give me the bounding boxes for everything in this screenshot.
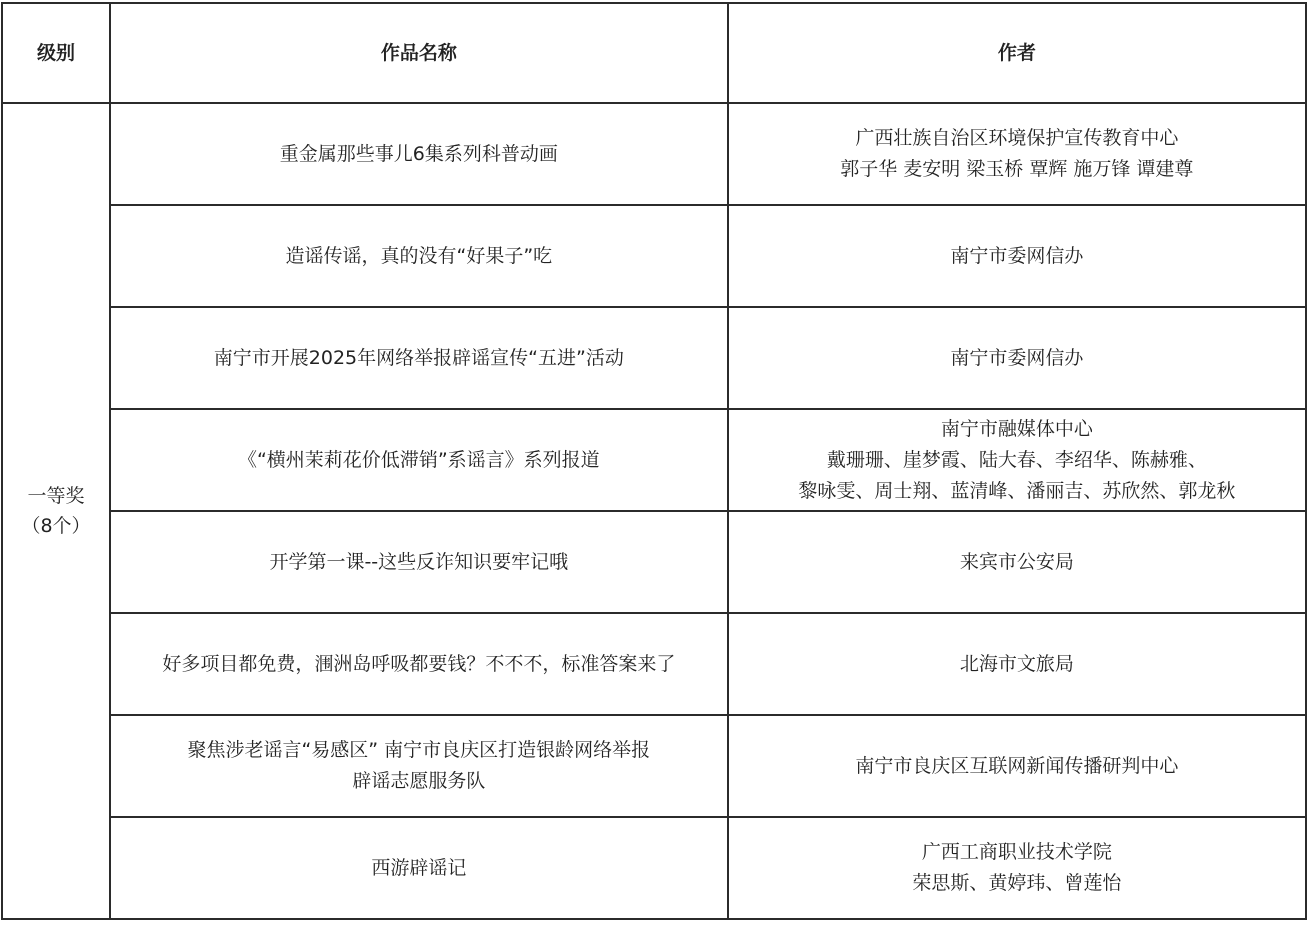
author-cell [728,205,1306,307]
award-level-count: （8个） [21,515,91,537]
work-title-cell [110,511,728,613]
table-row [2,613,1306,715]
author-cell [728,817,1306,919]
author-line: 广西工商职业技术学院 [921,841,1112,863]
work-title-cell [110,409,728,511]
work-title-line: 造谣传谣，真的没有“好果子”吃 [285,244,553,267]
author-line: 广西壮族自治区环境保护宣传教育中心 [855,127,1179,149]
author-line: 黎咏雯、周士翔、蓝清峰、潘丽吉、苏欣然、郭龙秋 [798,479,1236,502]
header-author: 作者 [728,3,1306,103]
table-row [2,103,1306,205]
author-line: 南宁市良庆区互联网新闻传播研判中心 [855,754,1179,777]
author-cell [728,511,1306,613]
work-title-line: 南宁市开展2025年网络举报辟谣宣传“五进”活动 [213,346,624,369]
work-title-cell [110,307,728,409]
work-title-cell [110,817,728,919]
work-title-cell [110,715,728,817]
author-line: 南宁市融媒体中心 [940,417,1093,440]
table-row [2,817,1306,919]
header-work-title: 作品名称 [110,3,728,103]
work-title-line: 开学第一课--这些反诈知识要牢记哦 [269,550,569,573]
work-title-line: 辟谣志愿服务队 [352,770,486,792]
work-title-line: 好多项目都免费，涠洲岛呼吸都要钱？不不不，标准答案来了 [162,652,676,675]
author-cell [728,409,1306,511]
table-row [2,307,1306,409]
author-line: 戴珊珊、崖梦霞、陆大春、李绍华、陈赫雅、 [826,448,1207,471]
work-title-cell [110,613,728,715]
award-level-name: 一等奖 [27,485,85,507]
work-title-line: 重金属那些事儿6集系列科普动画 [279,142,558,165]
header-row [2,3,1306,103]
author-cell [728,715,1306,817]
author-line: 北海市文旅局 [959,652,1074,675]
work-title-line: 《“横州茉莉花价低滞销”系谣言》系列报道 [237,448,600,471]
author-cell [728,613,1306,715]
author-line: 来宾市公安局 [959,550,1074,573]
work-title-cell [110,103,728,205]
header-level: 级别 [2,3,110,103]
award-table [1,2,1307,920]
award-level-cell [2,103,110,919]
author-line: 南宁市委网信办 [950,346,1084,369]
award-body [2,103,1306,919]
work-title-line: 西游辟谣记 [371,856,467,879]
table-row [2,715,1306,817]
table-row [2,409,1306,511]
author-cell [728,103,1306,205]
work-title-line: 聚焦涉老谣言“易感区” 南宁市良庆区打造银龄网络举报 [187,739,651,761]
table-row [2,205,1306,307]
work-title-cell [110,205,728,307]
author-line: 南宁市委网信办 [950,244,1084,267]
table-row [2,511,1306,613]
author-line: 荣思斯、黄婷玮、曾莲怡 [912,872,1122,894]
author-line: 郭子华 麦安明 梁玉桥 覃辉 施万锋 谭建尊 [840,158,1194,180]
author-cell [728,307,1306,409]
